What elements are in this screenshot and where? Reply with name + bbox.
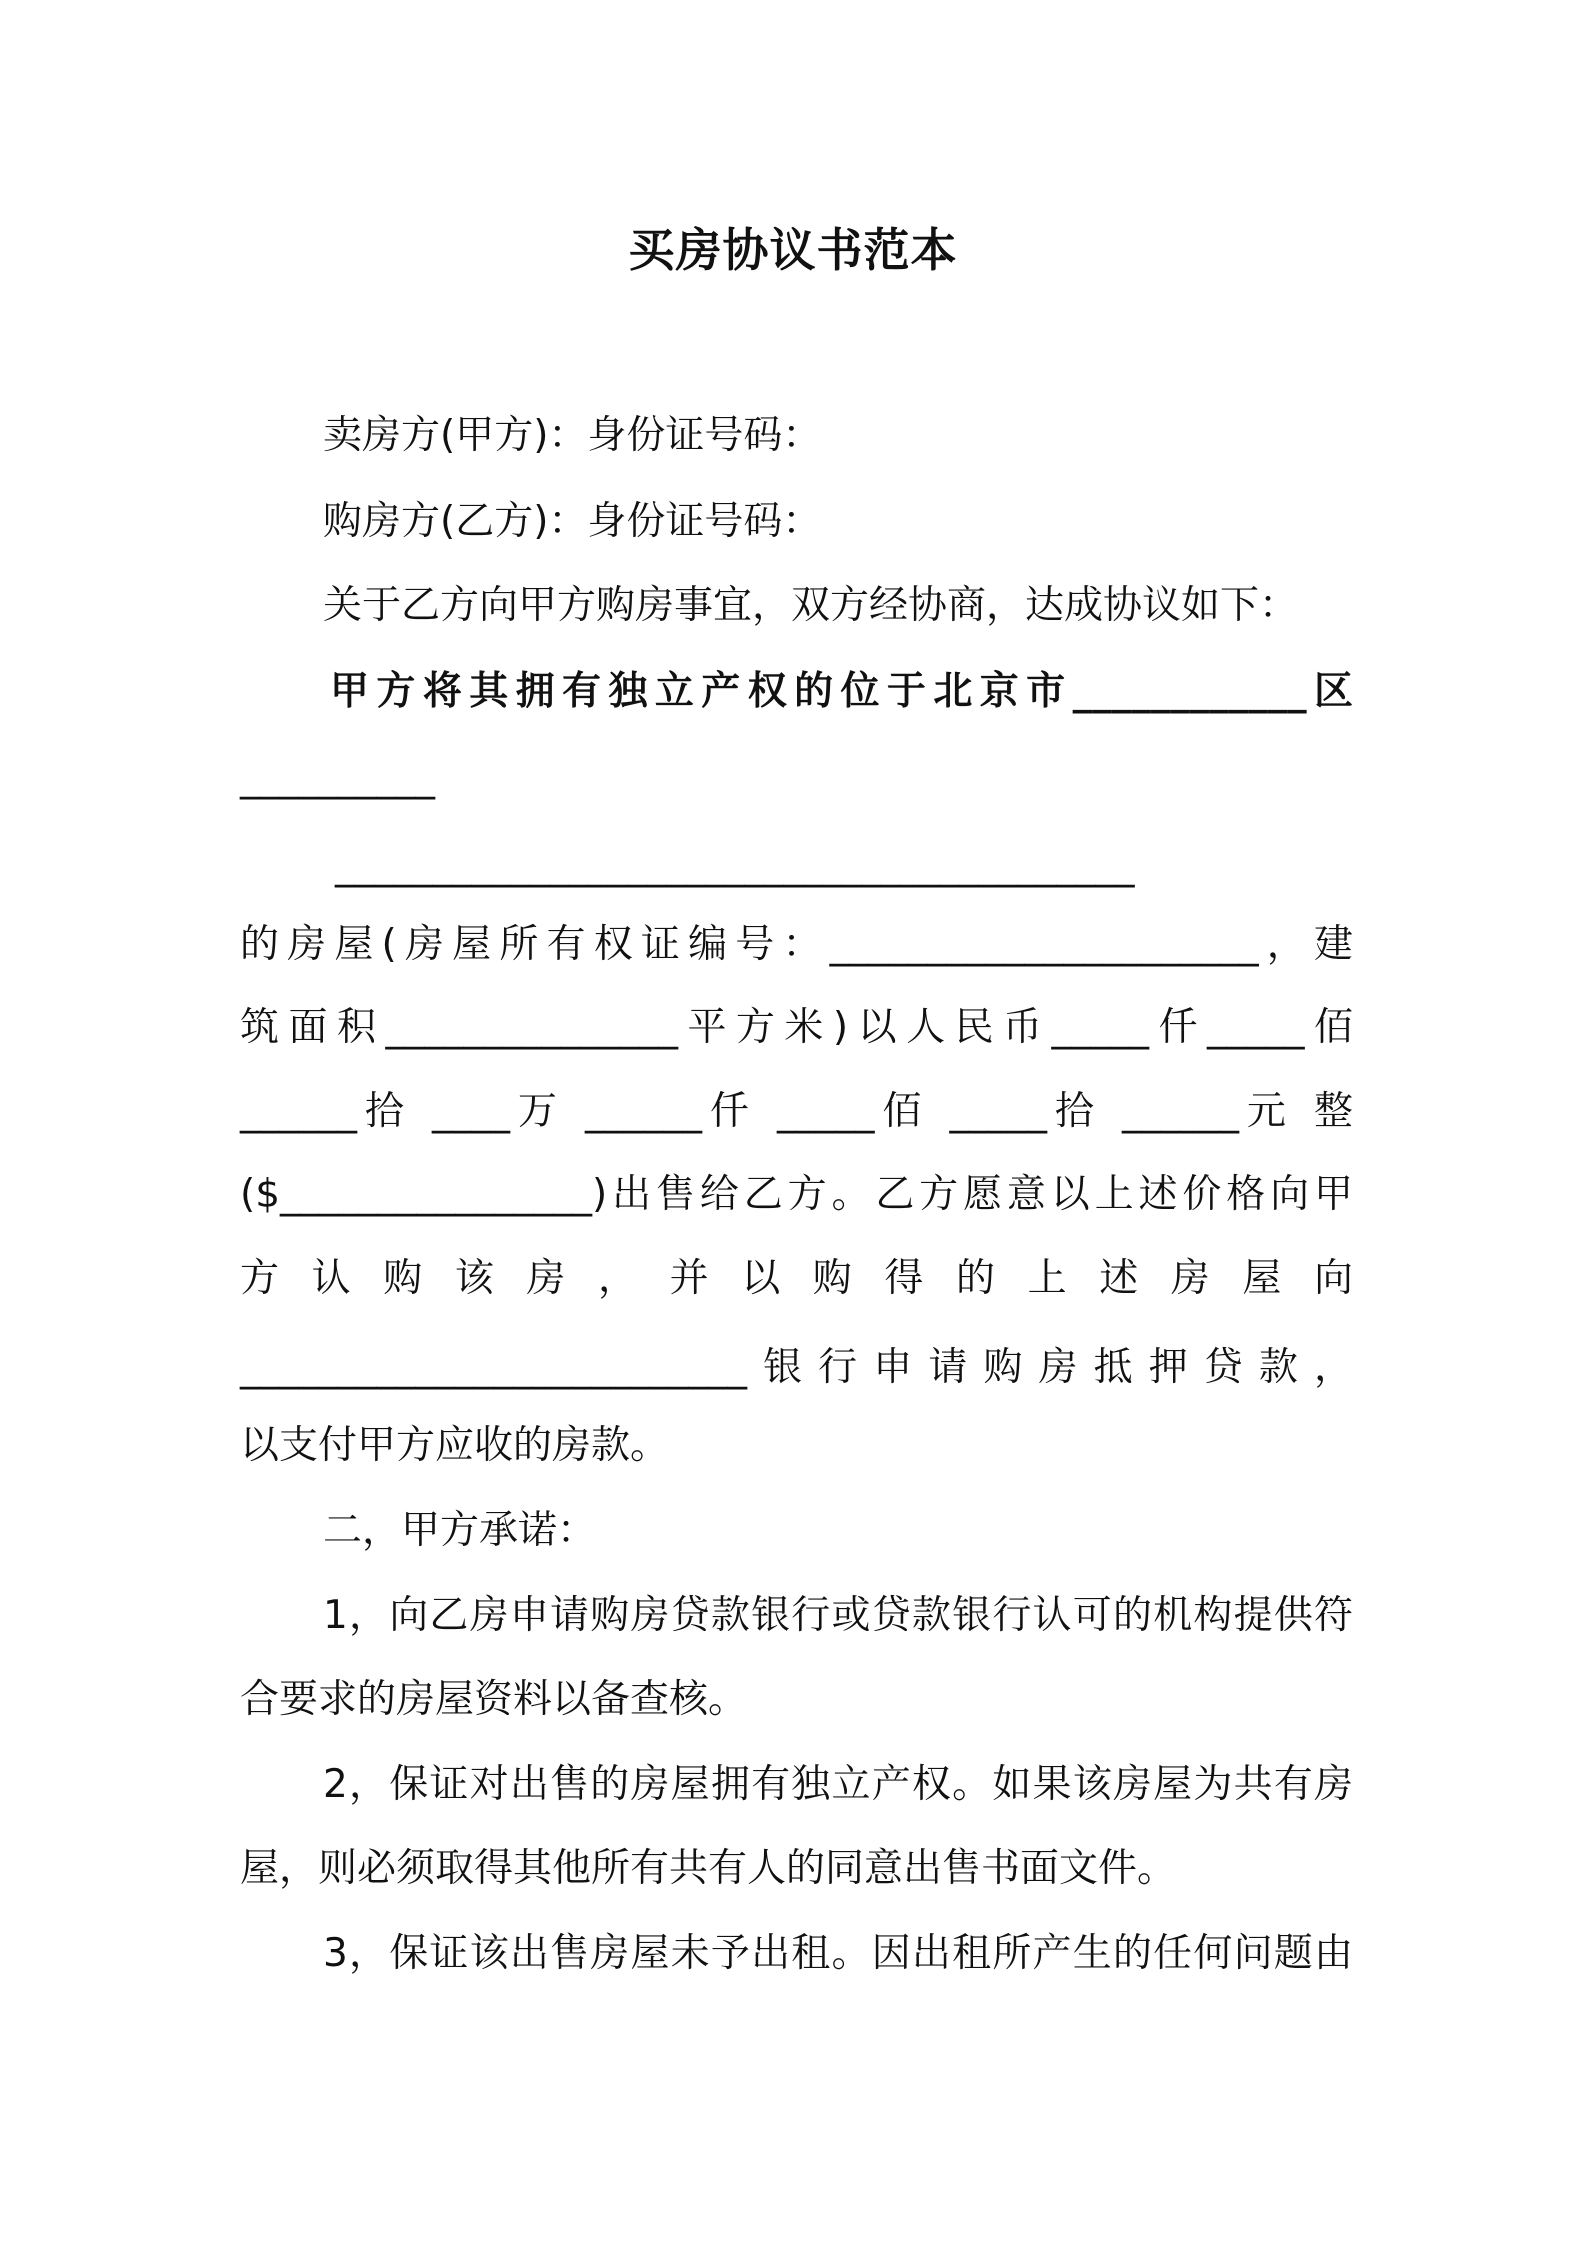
clause-one-line-6: ______拾 ____万 ______仟 _____佰 _____拾 ______元 整 xyxy=(240,1089,1353,1134)
item-one-line-2: 合要求的房屋资料以备查核。 xyxy=(240,1677,748,1722)
clause-one-line-3: _________________________________________ xyxy=(335,843,1135,888)
clause-one-line-10: 以支付甲方应收的房款。 xyxy=(240,1423,670,1468)
clause-one-line-8: 方 认 购 该 房 ， 并 以 购 得 的 上 述 房 屋 向 xyxy=(240,1256,1353,1301)
item-two-line-1: 2，保证对出售的房屋拥有独立产权。如果该房屋为共有房 xyxy=(323,1762,1353,1807)
item-three-line-1: 3，保证该出售房屋未予出租。因出租所产生的任何问题由 xyxy=(323,1931,1353,1976)
item-two-line-2: 屋，则必须取得其他所有共有人的同意出售书面文件。 xyxy=(240,1846,1177,1891)
seller-line: 卖房方(甲方)：身份证号码： xyxy=(323,413,822,458)
clause-one-line-4: 的房屋(房屋所有权证编号：______________________，建 xyxy=(240,922,1353,967)
document-title: 买房协议书范本 xyxy=(628,223,958,277)
clause-one-line-2: __________ xyxy=(240,755,435,800)
intro-line: 关于乙方向甲方购房事宜，双方经协商，达成协议如下： xyxy=(323,583,1299,628)
clause-one-line-9: __________________________银行申请购房抵押贷款， xyxy=(240,1345,1353,1390)
buyer-line: 购房方(乙方)：身份证号码： xyxy=(323,499,822,544)
clause-one-line-7: ($________________)出售给乙方。乙方愿意以上述价格向甲 xyxy=(240,1172,1353,1217)
item-one-line-1: 1，向乙房申请购房贷款银行或贷款银行认可的机构提供符 xyxy=(323,1593,1353,1638)
clause-one-line-5: 筑面积_______________平方米)以人民币_____仟_____佰 xyxy=(240,1005,1353,1050)
section-two-heading: 二，甲方承诺： xyxy=(323,1508,597,1553)
clause-one-line-1: 甲方将其拥有独立产权的位于北京市____________区 xyxy=(330,669,1353,714)
